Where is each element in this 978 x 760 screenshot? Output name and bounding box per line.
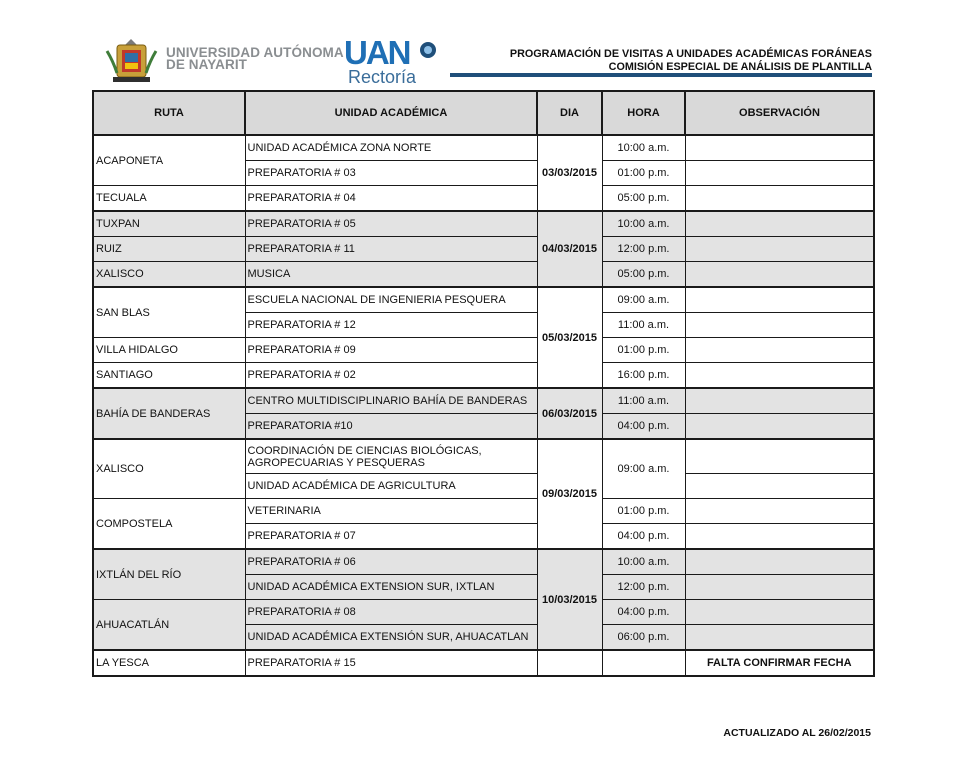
hora-cell: 05:00 p.m. <box>602 186 685 212</box>
observacion-cell: FALTA CONFIRMAR FECHA <box>685 650 874 676</box>
observacion-cell <box>685 625 874 651</box>
table-row <box>93 439 874 474</box>
university-name-line2: DE NAYARIT <box>166 57 248 72</box>
column-header: RUTA <box>93 91 245 135</box>
table-row <box>93 338 874 363</box>
day-group <box>93 650 874 676</box>
column-header: OBSERVACIÓN <box>685 91 874 135</box>
university-name-line1: UNIVERSIDAD AUTÓNOMA <box>166 45 344 60</box>
day-group <box>93 287 874 388</box>
hora-cell: 04:00 p.m. <box>602 524 685 550</box>
updated-date: ACTUALIZADO AL 26/02/2015 <box>723 727 871 739</box>
hora-cell: 04:00 p.m. <box>602 414 685 440</box>
ruta-cell: TECUALA <box>93 186 245 212</box>
ruta-cell: SANTIAGO <box>93 363 245 389</box>
day-group <box>93 549 874 650</box>
hora-cell: 10:00 a.m. <box>602 549 685 575</box>
unidad-cell: UNIDAD ACADÉMICA EXTENSIÓN SUR, AHUACATLAN <box>245 625 537 651</box>
observacion-cell <box>685 363 874 389</box>
observacion-cell <box>685 287 874 313</box>
hora-cell: 05:00 p.m. <box>602 262 685 288</box>
table-header-row <box>93 91 874 135</box>
table-row <box>93 388 874 414</box>
hora-cell: 11:00 a.m. <box>602 313 685 338</box>
unidad-cell: PREPARATORIA # 02 <box>245 363 537 389</box>
observacion-cell <box>685 161 874 186</box>
hora-cell: 12:00 p.m. <box>602 237 685 262</box>
ruta-cell: IXTLÁN DEL RÍO <box>93 549 245 600</box>
ruta-cell: SAN BLAS <box>93 287 245 338</box>
observacion-cell <box>685 388 874 414</box>
column-header: DIA <box>537 91 602 135</box>
hora-cell: 01:00 p.m. <box>602 499 685 524</box>
observacion-cell <box>685 549 874 575</box>
unidad-cell: ESCUELA NACIONAL DE INGENIERIA PESQUERA <box>245 287 537 313</box>
observacion-cell <box>685 186 874 212</box>
observacion-cell <box>685 439 874 474</box>
observacion-cell <box>685 474 874 499</box>
document-title-line2: COMISIÓN ESPECIAL DE ANÁLISIS DE PLANTILLA <box>608 61 872 73</box>
ruta-cell: RUIZ <box>93 237 245 262</box>
unidad-cell: UNIDAD ACADÉMICA ZONA NORTE <box>245 135 537 161</box>
table-row <box>93 135 874 161</box>
dia-cell <box>537 650 602 676</box>
observacion-cell <box>685 414 874 440</box>
hora-cell <box>602 650 685 676</box>
table-row <box>93 499 874 524</box>
ruta-cell: XALISCO <box>93 439 245 499</box>
observacion-cell <box>685 313 874 338</box>
hora-cell: 10:00 a.m. <box>602 135 685 161</box>
unidad-cell: PREPARATORIA # 12 <box>245 313 537 338</box>
dia-cell: 10/03/2015 <box>537 549 602 650</box>
table-row <box>93 549 874 575</box>
hora-cell: 12:00 p.m. <box>602 575 685 600</box>
observacion-cell <box>685 237 874 262</box>
hora-cell: 10:00 a.m. <box>602 211 685 237</box>
observacion-cell <box>685 499 874 524</box>
ruta-cell: BAHÍA DE BANDERAS <box>93 388 245 439</box>
table-row <box>93 237 874 262</box>
ruta-cell: ACAPONETA <box>93 135 245 186</box>
hora-cell: 01:00 p.m. <box>602 161 685 186</box>
table-row <box>93 211 874 237</box>
day-group <box>93 135 874 211</box>
table-row <box>93 600 874 625</box>
ruta-cell: VILLA HIDALGO <box>93 338 245 363</box>
table-row <box>93 650 874 676</box>
day-group <box>93 211 874 287</box>
observacion-cell <box>685 211 874 237</box>
unidad-cell: PREPARATORIA # 07 <box>245 524 537 550</box>
observacion-cell <box>685 600 874 625</box>
day-group <box>93 439 874 549</box>
unidad-cell: PREPARATORIA # 08 <box>245 600 537 625</box>
hora-cell: 09:00 a.m. <box>602 287 685 313</box>
unidad-cell: PREPARATORIA # 15 <box>245 650 537 676</box>
hora-cell: 11:00 a.m. <box>602 388 685 414</box>
visit-schedule-table <box>92 90 875 677</box>
hora-cell: 09:00 a.m. <box>602 439 685 499</box>
ruta-cell: TUXPAN <box>93 211 245 237</box>
observacion-cell <box>685 262 874 288</box>
unidad-cell: PREPARATORIA #10 <box>245 414 537 440</box>
document-title <box>510 48 872 74</box>
ruta-cell: AHUACATLÁN <box>93 600 245 651</box>
dia-cell: 04/03/2015 <box>537 211 602 287</box>
day-group <box>93 388 874 439</box>
observacion-cell <box>685 575 874 600</box>
uan-rectoria-logo <box>342 34 440 87</box>
observacion-cell <box>685 524 874 550</box>
table-row <box>93 287 874 313</box>
unidad-cell: PREPARATORIA # 05 <box>245 211 537 237</box>
unidad-cell: PREPARATORIA # 06 <box>245 549 537 575</box>
unidad-cell: MUSICA <box>245 262 537 288</box>
unidad-cell: PREPARATORIA # 09 <box>245 338 537 363</box>
ruta-cell: LA YESCA <box>93 650 245 676</box>
unidad-cell: UNIDAD ACADÉMICA EXTENSION SUR, IXTLAN <box>245 575 537 600</box>
hora-cell: 01:00 p.m. <box>602 338 685 363</box>
document-title-line1: PROGRAMACIÓN DE VISITAS A UNIDADES ACADÉMICAS FORÁNEAS <box>509 48 872 60</box>
university-seal-logo <box>103 37 160 84</box>
column-header: HORA <box>602 91 685 135</box>
unidad-cell: PREPARATORIA # 11 <box>245 237 537 262</box>
unidad-cell: VETERINARIA <box>245 499 537 524</box>
hora-cell: 16:00 p.m. <box>602 363 685 389</box>
unidad-cell: CENTRO MULTIDISCIPLINARIO BAHÍA DE BANDERAS <box>245 388 537 414</box>
hora-cell: 06:00 p.m. <box>602 625 685 651</box>
dia-cell: 05/03/2015 <box>537 287 602 388</box>
university-name <box>166 47 344 71</box>
hora-cell: 04:00 p.m. <box>602 600 685 625</box>
unidad-cell: PREPARATORIA # 04 <box>245 186 537 212</box>
unidad-cell: UNIDAD ACADÉMICA DE AGRICULTURA <box>245 474 537 499</box>
observacion-cell <box>685 135 874 161</box>
dia-cell: 06/03/2015 <box>537 388 602 439</box>
observacion-cell <box>685 338 874 363</box>
dia-cell: 03/03/2015 <box>537 135 602 211</box>
table-row <box>93 363 874 389</box>
ruta-cell: COMPOSTELA <box>93 499 245 550</box>
table-row <box>93 186 874 212</box>
ruta-cell: XALISCO <box>93 262 245 288</box>
logo-subtitle: Rectoría <box>348 67 417 87</box>
unidad-cell: COORDINACIÓN DE CIENCIAS BIOLÓGICAS, AGROPECUARIAS Y PESQUERAS <box>245 439 537 474</box>
dia-cell: 09/03/2015 <box>537 439 602 549</box>
logo-letters: UAN <box>344 34 410 71</box>
column-header: UNIDAD ACADÉMICA <box>245 91 537 135</box>
unidad-cell: PREPARATORIA # 03 <box>245 161 537 186</box>
table-row <box>93 262 874 288</box>
